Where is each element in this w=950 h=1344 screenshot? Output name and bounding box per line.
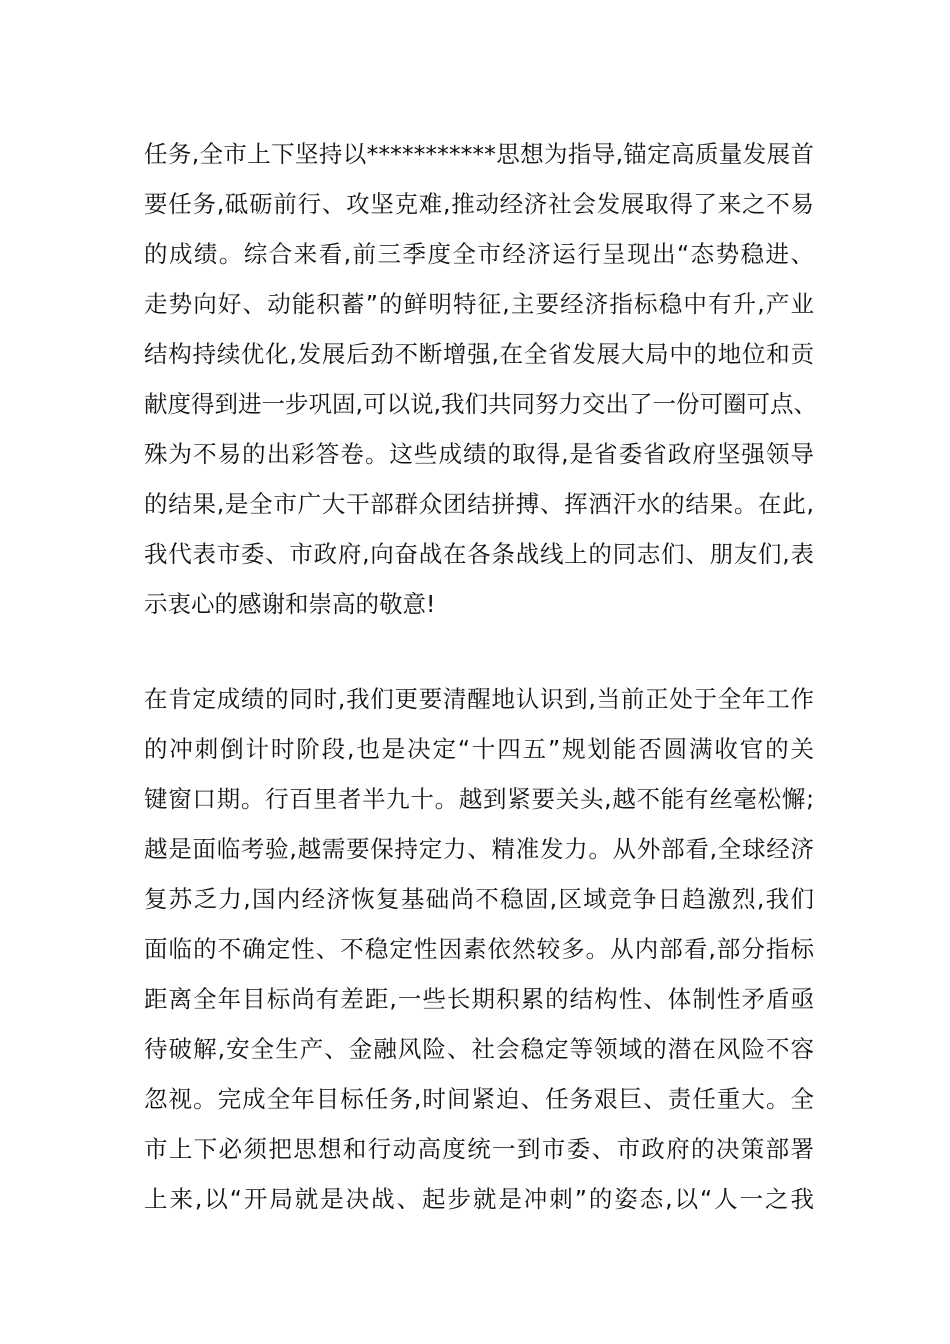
text-line: 距离全年目标尚有差距,一些长期积累的结构性、体制性矛盾亟 <box>144 985 814 1013</box>
text-line: 献度得到进一步巩固,可以说,我们共同努力交出了一份可圈可点、 <box>144 390 817 418</box>
text-line: 我代表市委、市政府,向奋战在各条战线上的同志们、朋友们,表 <box>144 540 814 568</box>
paragraph-1 <box>144 129 817 629</box>
text-line: 上来,以“开局就是决战、起步就是冲刺”的姿态,以“人一之我 <box>144 1185 814 1213</box>
text-line: 殊为不易的出彩答卷。这些成绩的取得,是省委省政府坚强领导 <box>144 440 814 468</box>
text-line: 忽视。完成全年目标任务,时间紧迫、任务艰巨、责任重大。全 <box>144 1085 814 1113</box>
text-line: 面临的不确定性、不稳定性因素依然较多。从内部看,部分指标 <box>144 935 814 963</box>
text-line: 要任务,砥砺前行、攻坚克难,推动经济社会发展取得了来之不易 <box>144 190 814 218</box>
text-line: 复苏乏力,国内经济恢复基础尚不稳固,区域竞争日趋激烈,我们 <box>144 885 814 913</box>
paragraph-2 <box>144 674 814 1224</box>
text-line: 的成绩。综合来看,前三季度全市经济运行呈现出“态势稳进、 <box>144 240 814 268</box>
text-line: 任务,全市上下坚持以***********思想为指导,锚定高质量发展首 <box>144 140 814 168</box>
text-line: 结构持续优化,发展后劲不断增强,在全省发展大局中的地位和贡 <box>144 340 814 368</box>
text-line: 待破解,安全生产、金融风险、社会稳定等领域的潜在风险不容 <box>144 1035 814 1063</box>
text-line: 越是面临考验,越需要保持定力、精准发力。从外部看,全球经济 <box>144 835 814 863</box>
text-line: 的结果,是全市广大干部群众团结拼搏、挥洒汗水的结果。在此, <box>144 490 814 518</box>
text-line: 走势向好、动能积蓄”的鲜明特征,主要经济指标稳中有升,产业 <box>144 290 814 318</box>
text-line: 在肯定成绩的同时,我们更要清醒地认识到,当前正处于全年工作 <box>144 685 814 713</box>
text-line: 的冲刺倒计时阶段,也是决定“十四五”规划能否圆满收官的关 <box>144 735 814 763</box>
text-line: 市上下必须把思想和行动高度统一到市委、市政府的决策部署 <box>144 1135 814 1163</box>
text-line: 示衷心的感谢和崇高的敬意! <box>144 590 436 618</box>
text-line: 键窗口期。行百里者半九十。越到紧要关头,越不能有丝毫松懈; <box>144 785 814 813</box>
